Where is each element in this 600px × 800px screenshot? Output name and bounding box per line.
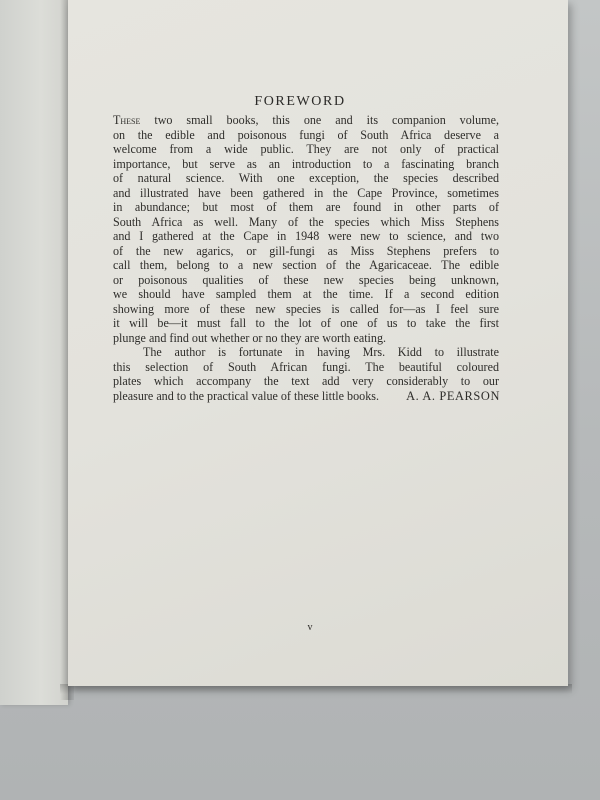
- foreword-text: [113, 113, 499, 403]
- text-line: The author is fortunate in having Mrs. Kidd to illustrate: [143, 345, 499, 359]
- text-line: we should have sampled them at the time. If a second edition: [113, 287, 499, 301]
- text-line-1: These two small books, this one and its companion volume,: [113, 113, 499, 127]
- author-signature: A. A. PEARSON: [406, 389, 500, 403]
- text-line: or poisonous qualities of these new species being unknown,: [113, 272, 499, 287]
- text-line: on the edible and poisonous fungi of South Africa deserve a: [113, 127, 499, 142]
- page-heading: FOREWORD: [254, 94, 346, 109]
- text-line: plates which accompany the text add very considerably to our: [113, 374, 499, 388]
- text-line: showing more of these new species is called for—as I feel sure: [113, 301, 499, 316]
- text-line: pleasure and to the practical value of these little books.: [113, 388, 379, 403]
- page-number: v: [307, 622, 313, 633]
- text-line: of the new agarics, or gill-fungi as Miss Stephens prefers to: [113, 243, 499, 258]
- text-line: and I gathered at the Cape in 1948 were new to science, and two: [113, 229, 499, 243]
- text-line: importance, but serve as an introduction to a fascinating branch: [113, 156, 499, 171]
- text-line: call them, belong to a new section of the Agaricaceae. The edible: [113, 258, 499, 272]
- first-word: These: [113, 113, 141, 127]
- text-line: South Africa as well. Many of the species which Miss Stephens: [113, 214, 499, 229]
- text-line: of natural science. With one exception, the species described: [113, 171, 499, 185]
- text-line: in abundance; but most of them are found in other parts of: [113, 200, 499, 214]
- text-line: welcome from a wide public. They are not only of practical: [113, 142, 499, 156]
- text-line: and illustrated have been gathered in the Cape Province, sometimes: [113, 185, 499, 200]
- text-line: this selection of South African fungi. The beautiful coloured: [113, 359, 499, 374]
- text-line: it will be—it must fall to the lot of one of us to take the first: [113, 316, 499, 330]
- facing-page-edge: [0, 0, 68, 705]
- text-line: plunge and find out whether or no they are worth eating.: [113, 330, 387, 345]
